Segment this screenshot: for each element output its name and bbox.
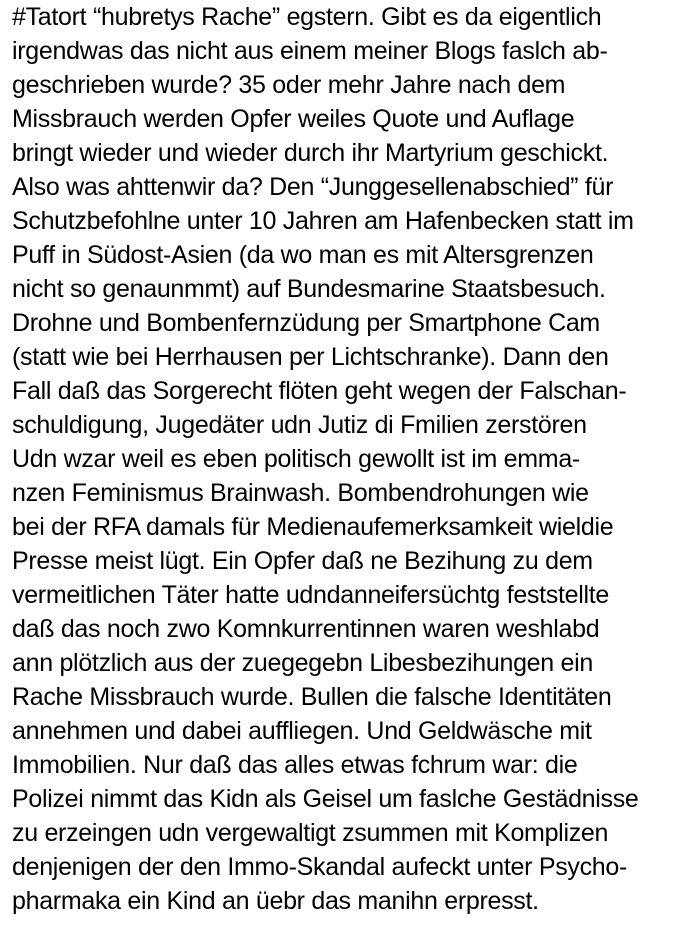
text-line: Also was ahttenwir da? Den “Junggesellenabschied” für [12, 173, 614, 201]
text-line: Rache Missbrauch wurde. Bullen die falsche Identitäten [12, 683, 612, 711]
text-line: geschrieben wurde? 35 oder mehr Jahre nach dem [12, 71, 566, 99]
text-line: denjenigen der den Immo-Skandal aufeckt unter Psycho- [12, 853, 628, 881]
text-line: Puff in Südost-Asien (da wo man es mit Altersgrenzen [12, 241, 594, 269]
text-line: Drohne und Bombenfernzüdung per Smartphone Cam [12, 309, 600, 337]
text-line: Immobilien. Nur daß das alles etwas fchrum war: die [12, 751, 578, 779]
text-line: ann plötzlich aus der zuegegebn Libesbezihungen ein [12, 649, 593, 677]
text-line: Schutzbefohlne unter 10 Jahren am Hafenbecken statt im [12, 207, 634, 235]
text-line: (statt wie bei Herrhausen per Lichtschranke). Dann den [12, 343, 609, 371]
text-line: bringt wieder und wieder durch ihr Martyrium geschickt. [12, 139, 609, 167]
text-line: Udn wzar weil es eben politisch gewollt ist im emma- [12, 445, 580, 473]
text-line: Fall daß das Sorgerecht flöten geht wegen der Falschan- [12, 377, 627, 405]
text-line: zu erzeingen udn vergewaltigt zsummen mit Komplizen [12, 819, 609, 847]
text-line: Presse meist lügt. Ein Opfer daß ne Bezihung zu dem [12, 547, 593, 575]
text-line: nzen Feminismus Brainwash. Bombendrohungen wie [12, 479, 589, 507]
body-text [12, 0, 684, 918]
text-line: Missbrauch werden Opfer weiles Quote und Auflage [12, 105, 575, 133]
text-line: annehmen und dabei auffliegen. Und Geldwäsche mit [12, 717, 592, 745]
text-line: daß das noch zwo Komnkurrentinnen waren weshlabd [12, 615, 600, 643]
text-line: schuldigung, Jugedäter udn Jutiz di Fmilien zerstören [12, 411, 587, 439]
text-line: irgendwas das nicht aus einem meiner Blogs faslch ab- [12, 37, 608, 65]
text-line: bei der RFA damals für Medienaufemerksamkeit wieldie [12, 513, 614, 541]
text-line: Polizei nimmt das Kidn als Geisel um faslche Gestädnisse [12, 785, 639, 813]
text-line: #Tatort “hubretys Rache” egstern. Gibt es da eigentlich [12, 3, 602, 31]
text-line: pharmaka ein Kind an üebr das manihn erpresst. [12, 887, 539, 915]
text-line: vermeitlichen Täter hatte udndanneifersüchtg feststellte [12, 581, 609, 609]
text-line: nicht so genaunmmt) auf Bundesmarine Staatsbesuch. [12, 275, 606, 303]
